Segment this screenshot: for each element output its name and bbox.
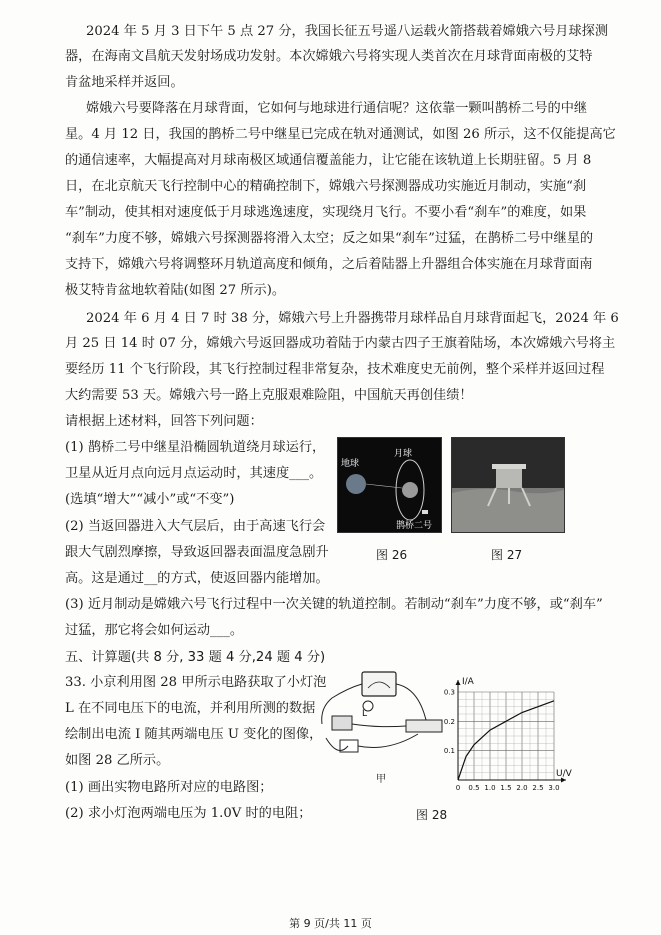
- x-tick-label: 1.0: [484, 784, 496, 792]
- text-line: (1) 画出实物电路所对应的电路图；: [65, 780, 273, 795]
- y-axis-arrow: [456, 680, 461, 685]
- text-line: 肯盆地采样并返回。: [65, 75, 184, 90]
- chart-grid: [458, 692, 554, 780]
- earth-icon: [346, 474, 366, 494]
- text-line: 高。这是通过__的方式，使返回器内能增加。: [65, 571, 329, 586]
- section-heading: 五、计算题(共 8 分, 33 题 4 分,24 题 4 分): [65, 650, 326, 665]
- x-tick-label: 2.0: [516, 784, 528, 792]
- text-line: (2) 求小灯泡两端电压为 1.0V 时的电阻；: [65, 806, 312, 821]
- question-prompt: 请根据上述材料，回答下列问题：: [65, 414, 263, 429]
- text-line: 的通信速率，大幅提高对月球南极区域通信覆盖能力，让它能在该轨道上长期驻留。5 月 8: [65, 153, 592, 168]
- meter-icon: [362, 672, 396, 696]
- y-tick-label: 0.3: [443, 688, 455, 697]
- text-line: (2) 当返回器进入大气层后，由于高速飞行会: [65, 519, 326, 534]
- figure-27-caption: 图 27: [491, 548, 523, 562]
- text-line: 月 25 日 14 时 07 分，嫦娥六号返回器成功着陆于内蒙古四子王旗着陆场，本次嫦娥六号将主: [65, 336, 616, 351]
- text-line: 车”制动，使其相对速度低于月球逃逸速度，实现绕月飞行。不要小看“刹车”的难度，如果: [65, 205, 587, 220]
- text-line: “刹车”力度不够，嫦娥六号探测器将滑入太空；反之如果“刹车”过猛，在鹊桥二号中继星的: [65, 231, 594, 246]
- lunar-lander-photo: [452, 438, 564, 532]
- page-footer: 第 9 页/共 11 页: [289, 917, 372, 930]
- text-line: (选填“增大”“减小”或“不变”): [65, 492, 235, 507]
- chart-axes: [456, 680, 567, 783]
- text-line: 2024 年 5 月 3 日下午 5 点 27 分，我国长征五号遥八运载火箭搭载着嫦娥六号月球探测: [86, 24, 609, 39]
- text-line: 日，在北京航天飞行控制中心的精确控制下，嫦娥六号探测器成功实施近月制动，实施“刹: [65, 179, 587, 194]
- y-tick-label: 0.1: [443, 747, 455, 756]
- text-line: L 在不同电压下的电流，并利用所测的数据: [65, 701, 316, 716]
- text-line: 2024 年 6 月 4 日 7 时 38 分，嫦娥六号上升器携带月球样品自月球背面起飞，2024 年 6: [86, 311, 619, 326]
- figure-26-caption: 图 26: [376, 548, 408, 562]
- ammeter-icon: [332, 716, 352, 730]
- x-tick-label: 0: [455, 784, 461, 792]
- x-tick-label: 0.5: [468, 784, 480, 792]
- x-tick-label: 1.5: [500, 784, 512, 792]
- figure-28-sub-label: 甲: [376, 774, 386, 785]
- text-line: (3) 近月制动是嫦娥六号飞行过程中一次关键的轨道控制。若制动“刹车”力度不够，或“刹车”: [65, 597, 603, 612]
- text-line: 星。4 月 12 日，我国的鹊桥二号中继星已完成在轨对通测试，如图 26 所示，这不仅能提高它: [65, 127, 616, 142]
- satellite-icon: [422, 510, 428, 514]
- chart-ticks: [444, 689, 560, 793]
- text-line: 绘制出电流 I 随其两端电压 U 变化的图像，: [65, 727, 323, 742]
- y-axis-label: I/A: [462, 677, 474, 687]
- text-line: 33. 小京利用图 28 甲所示电路获取了小灯泡: [65, 675, 327, 690]
- iu-chart: [434, 672, 574, 802]
- lamp-label: L: [362, 709, 368, 719]
- label-moon: 月球: [394, 449, 413, 459]
- text-line: 过猛，那它将会如何运动___。: [65, 623, 244, 638]
- text-line: 跟大气剧烈摩擦，导致返回器表面温度急剧升: [65, 545, 329, 560]
- text-line: 卫星从近月点向远月点运动时，其速度___。: [65, 466, 323, 481]
- text-line: (1) 鹊桥二号中继星沿椭圆轨道绕月球运行，: [65, 440, 326, 455]
- text-line: 支持下，嫦娥六号将调整环月轨道高度和倾角，之后着陆器上升器组合体实施在月球背面南: [65, 257, 593, 272]
- text-line: 如图 28 乙所示。: [65, 753, 170, 768]
- label-relay: 鹊桥二号: [396, 521, 433, 531]
- figure-28-caption: 图 28: [416, 808, 448, 822]
- text-line: 器，在海南文昌航天发射场成功发射。本次嫦娥六号将实现人类首次在月球背面南极的艾特: [65, 49, 593, 64]
- y-tick-label: 0.2: [443, 717, 455, 726]
- text-line: 嫦娥六号要降落在月球背面，它如何与地球进行通信呢？这依靠一颗叫鹊桥二号的中继: [86, 101, 588, 116]
- label-earth: 地球: [341, 459, 360, 469]
- relay-orbit-illustration: [338, 438, 441, 532]
- figure-26-image: [337, 437, 442, 533]
- text-line: 极艾特肯盆地软着陆(如图 27 所示)。: [65, 283, 286, 298]
- lander-body: [496, 468, 522, 488]
- text-line: 要经历 11 个飞行阶段，其飞行控制过程非常复杂，技术难度史无前例，整个采样并返回过程: [65, 362, 605, 377]
- x-tick-label: 2.5: [532, 784, 544, 792]
- moon-icon: [402, 482, 418, 498]
- text-line: 大约需要 53 天。嫦娥六号一路上克服艰难险阻，中国航天再创佳绩！: [65, 388, 473, 403]
- x-axis-label: U/V: [556, 769, 572, 779]
- figure-27-image: [451, 437, 565, 533]
- x-tick-label: 3.0: [548, 784, 560, 792]
- circuit-figure: [318, 668, 446, 788]
